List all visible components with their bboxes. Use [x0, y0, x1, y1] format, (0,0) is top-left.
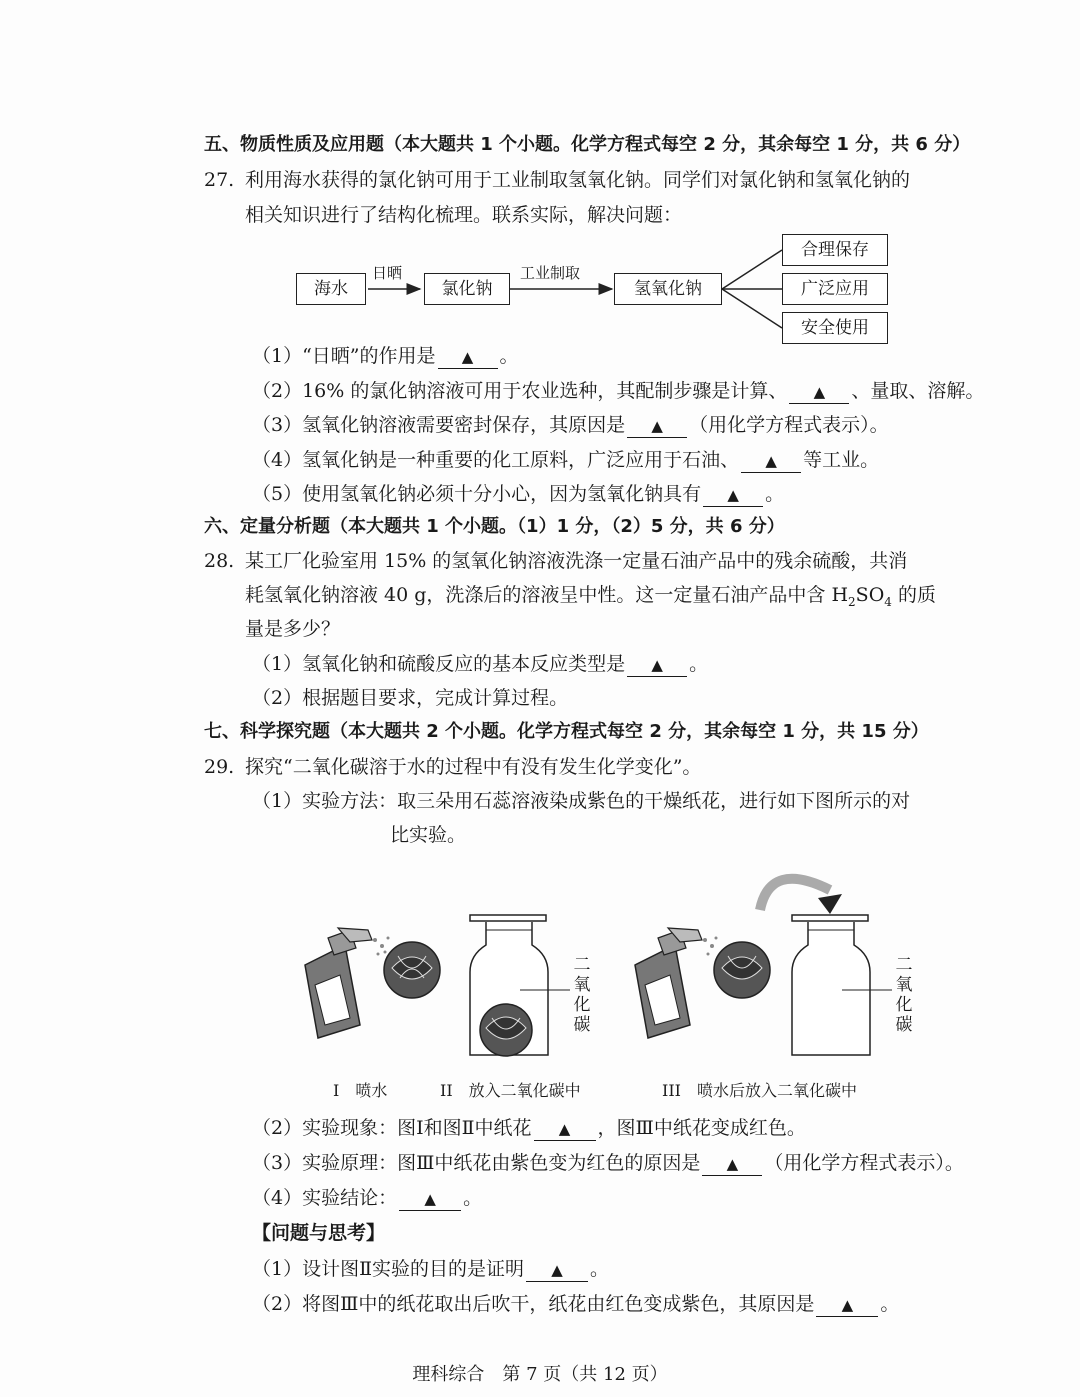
q28-text-line1: 某工厂化验室用 15% 的氢氧化钠溶液洗涤一定量石油产品中的残余硫酸，共消	[245, 550, 908, 572]
caption-3: III 喷水后放入二氧化碳中	[662, 1081, 857, 1100]
answer-blank: ▲	[627, 654, 687, 677]
experiment-figure	[0, 860, 1080, 1060]
spray-bottle-3-icon	[635, 928, 702, 1038]
flow-diagram-lines	[0, 0, 1080, 360]
flower-3-icon	[714, 942, 770, 998]
section5-title: 五、物质性质及应用题（本大题共 1 个小题。化学方程式每空 2 分，其余每空 1 分，共 6 分）	[204, 134, 971, 155]
branch-line-1	[722, 250, 782, 289]
section7-title: 七、科学探究题（本大题共 2 个小题。化学方程式每空 2 分，其余每空 1 分，共 15 分）	[204, 721, 929, 742]
q28-text-line3: 量是多少？	[245, 618, 341, 640]
q29-part3: （3）实验原理：图Ⅲ中纸花由紫色变为红色的原因是 ▲ （用化学方程式表示）。	[252, 1152, 964, 1174]
think-part1: （1）设计图Ⅱ实验的目的是证明 ▲ 。	[252, 1258, 610, 1280]
answer-blank: ▲	[534, 1118, 596, 1141]
q27-part3: （3）氢氧化钠溶液需要密封保存，其原因是 ▲ （用化学方程式表示）。	[252, 414, 889, 436]
q29-text: 探究“二氧化碳溶于水的过程中有没有发生化学变化”。	[245, 756, 702, 778]
page-footer: 理科综合 第 7 页（共 12 页）	[412, 1364, 668, 1385]
section6-title: 六、定量分析题（本大题共 1 个小题。（1）1 分，（2）5 分，共 6 分）	[204, 516, 785, 537]
q28-number: 28.	[204, 550, 235, 572]
box-storage: 合理保存	[782, 234, 888, 266]
curved-arrow-icon	[760, 879, 842, 914]
answer-blank: ▲	[703, 484, 763, 507]
think-part2: （2）将图Ⅲ中的纸花取出后吹干，纸花由红色变成紫色，其原因是 ▲ 。	[252, 1293, 900, 1315]
answer-blank: ▲	[627, 415, 687, 438]
answer-blank: ▲	[438, 346, 498, 369]
q27-number: 27.	[204, 169, 235, 191]
think-title: 【问题与思考】	[252, 1222, 386, 1244]
flower-2-icon	[480, 1004, 532, 1056]
spray-bottle-1-icon	[305, 928, 372, 1038]
co2-label-2: 二 氧 化 碳	[573, 955, 591, 1035]
q27-text-line1: 利用海水获得的氯化钠可用于工业制取氢氧化钠。同学们对氯化钠和氢氧化钠的	[245, 169, 911, 191]
label-sun: 日晒	[372, 264, 403, 282]
q28-text-line2: 耗氢氧化钠溶液 40 g，洗涤后的溶液呈中性。这一定量石油产品中含 $H_2SO_4$ 的质	[245, 584, 936, 609]
box-safety: 安全使用	[782, 312, 888, 344]
spray-mist	[373, 937, 390, 956]
q29-part1-line2: 比实验。	[390, 824, 467, 846]
answer-blank: ▲	[526, 1259, 588, 1282]
answer-blank: ▲	[816, 1294, 878, 1317]
q29-part1-line1: （1）实验方法：取三朵用石蕊溶液染成紫色的干燥纸花，进行如下图所示的对	[252, 790, 911, 812]
jar-3-icon	[792, 915, 892, 1055]
box-nacl: 氯化钠	[424, 273, 510, 305]
label-industry: 工业制取	[520, 264, 581, 282]
caption-2: II 放入二氧化碳中	[440, 1081, 581, 1100]
answer-blank: ▲	[741, 450, 801, 473]
q27-part1: （1）“日晒”的作用是 ▲ 。	[252, 345, 519, 367]
q27-part5: （5）使用氢氧化钠必须十分小心，因为氢氧化钠具有 ▲ 。	[252, 483, 785, 505]
q28-part2: （2）根据题目要求，完成计算过程。	[252, 687, 569, 709]
box-seawater: 海水	[296, 273, 366, 305]
q29-number: 29.	[204, 756, 235, 778]
q27-part4: （4）氢氧化钠是一种重要的化工原料，广泛应用于石油、 ▲ 等工业。	[252, 449, 880, 471]
q27-text-line2: 相关知识进行了结构化梳理。联系实际，解决问题：	[245, 204, 683, 226]
box-naoh: 氢氧化钠	[614, 273, 722, 305]
q28-part1: （1）氢氧化钠和硫酸反应的基本反应类型是 ▲ 。	[252, 653, 709, 675]
answer-blank: ▲	[702, 1153, 762, 1176]
box-application: 广泛应用	[782, 273, 888, 305]
co2-label-3: 二 氧 化 碳	[895, 955, 913, 1035]
answer-blank: ▲	[399, 1188, 461, 1211]
q29-part4: （4）实验结论： ▲ 。	[252, 1187, 483, 1209]
spray-mist-3	[703, 937, 718, 956]
q29-part2: （2）实验现象：图Ⅰ和图Ⅱ中纸花 ▲ ，图Ⅲ中纸花变成红色。	[252, 1117, 806, 1139]
caption-1: I 喷水	[333, 1081, 388, 1100]
branch-line-3	[722, 289, 782, 328]
flower-1-icon	[384, 942, 440, 998]
q27-part2: （2）16% 的氯化钠溶液可用于农业选种，其配制步骤是计算、 ▲ 、量取、溶解。	[252, 380, 985, 402]
answer-blank: ▲	[789, 381, 849, 404]
